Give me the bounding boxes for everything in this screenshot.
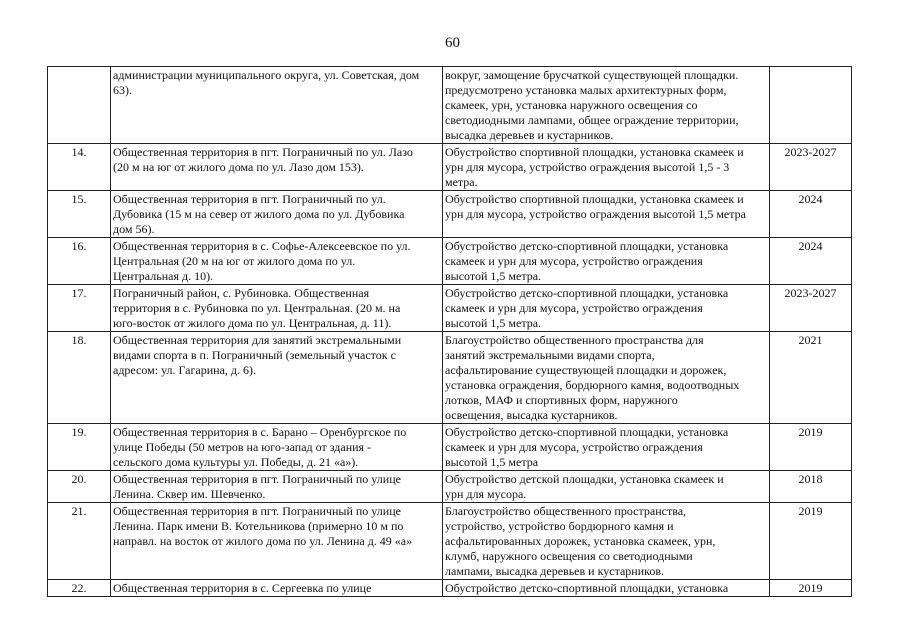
territory-name-cell-line: Центральная (20 м на юг от жилого дома по ул.	[113, 254, 356, 268]
works-description-cell-line: Обустройство детско-спортивной площадки, установка	[445, 425, 729, 439]
territory-name-cell-line: Общественная территория в пгт. Пограничный по улице	[113, 504, 401, 518]
works-description-cell-line: высотой 1,5 метра.	[445, 269, 542, 283]
works-description-cell-line: светодиодными лампами, общее ограждение территории,	[445, 113, 739, 127]
territory-name-cell-line: Общественная территория для занятий экстремальными	[113, 333, 402, 347]
period-cell: 2019	[770, 424, 852, 471]
works-description-cell	[443, 285, 770, 332]
territory-name-cell-line: территория в с. Рубиновка по ул. Центральная. (20 м. на	[113, 301, 401, 315]
territory-name-cell	[111, 503, 443, 580]
works-description-cell-line: вокруг, замощение брусчаткой существующей площадки.	[445, 68, 739, 82]
table-row	[48, 191, 852, 238]
territory-name-cell-line: Общественная территория в с. Сергеевка по улице	[113, 581, 372, 595]
works-description-cell-line: скамеек и урн для мусора, устройство ограждения	[445, 301, 703, 315]
row-number-cell: 16.	[48, 238, 111, 285]
territory-name-cell-line: (20 м на юг от жилого дома по ул. Лазо дом 153).	[113, 160, 364, 174]
row-number-cell: 17.	[48, 285, 111, 332]
works-description-cell-line: урн для мусора, устройство ограждения высотой 1,5 метра	[445, 207, 746, 221]
works-description-cell-line: Обустройство детско-спортивной площадки, установка	[445, 581, 729, 595]
period-cell: 2024	[770, 238, 852, 285]
territory-name-cell-line: направл. на восток от жилого дома по ул. Ленина д. 49 «а»	[113, 534, 413, 548]
row-number-cell: 15.	[48, 191, 111, 238]
territory-name-cell	[111, 285, 443, 332]
works-description-cell-line: Благоустройство общественного пространства,	[445, 504, 687, 518]
works-description-cell-line: освещения, высадка кустарников.	[445, 408, 618, 422]
works-description-cell	[443, 144, 770, 191]
territory-name-cell	[111, 424, 443, 471]
works-description-cell-line: скамеек и урн для мусора, устройство ограждения	[445, 254, 703, 268]
table-row	[48, 424, 852, 471]
works-description-cell-line: занятий экстремальными видами спорта,	[445, 348, 655, 362]
works-description-cell-line: предусмотрено установка малых архитектурных форм,	[445, 83, 727, 97]
territory-name-cell-line: Пограничный район, с. Рубиновка. Общественная	[113, 286, 370, 300]
table-row	[48, 580, 852, 597]
table-row	[48, 471, 852, 503]
works-description-cell-line: высотой 1,5 метра	[445, 455, 539, 469]
table-row	[48, 67, 852, 144]
row-number-cell	[48, 67, 111, 144]
works-description-cell-line: клумб, наружного освещения со светодиодными	[445, 549, 693, 563]
works-description-cell-line: Благоустройство общественного пространства для	[445, 333, 704, 347]
table-row	[48, 285, 852, 332]
works-description-cell-line: скамеек, урн, установка наружного освещения со	[445, 98, 698, 112]
works-description-cell-line: высадка деревьев и кустарников.	[445, 128, 614, 142]
territory-name-cell-line: Общественная территория в с. Барано – Оренбургское по	[113, 425, 407, 439]
row-number-cell: 14.	[48, 144, 111, 191]
territory-name-cell	[111, 191, 443, 238]
works-description-cell	[443, 580, 770, 597]
territory-name-cell-line: 63).	[113, 83, 132, 97]
works-description-cell-line: лампами, высадка деревьев и кустарников.	[445, 564, 665, 578]
territory-name-cell-line: Дубовика (15 м на север от жилого дома по ул. Дубовика	[113, 207, 405, 221]
works-description-cell-line: скамеек и урн для мусора, устройство ограждения	[445, 440, 703, 454]
works-description-cell-line: Обустройство спортивной площадки, установка скамеек и	[445, 145, 744, 159]
territory-name-cell-line: Общественная территория в пгт. Пограничный по ул.	[113, 192, 386, 206]
territory-name-cell-line: адресом: ул. Гагарина, д. 6).	[113, 363, 257, 377]
improvement-table	[47, 66, 852, 597]
period-cell: 2021	[770, 332, 852, 424]
table-row	[48, 144, 852, 191]
works-description-cell-line: устройство, устройство бордюрного камня и	[445, 519, 674, 533]
works-description-cell	[443, 471, 770, 503]
territory-name-cell-line: Общественная территория в пгт. Пограничный по улице	[113, 472, 401, 486]
territory-name-cell-line: сельского дома культуры ул. Победы, д. 21 «а»).	[113, 455, 359, 469]
row-number-cell: 20.	[48, 471, 111, 503]
period-cell: 2019	[770, 580, 852, 597]
works-description-cell-line: лотков, МАФ и спортивных форм, наружного	[445, 393, 678, 407]
territory-name-cell	[111, 471, 443, 503]
territory-name-cell	[111, 144, 443, 191]
territory-name-cell	[111, 67, 443, 144]
works-description-cell	[443, 67, 770, 144]
territory-name-cell-line: юго-восток от жилого дома по ул. Центральная, д. 11).	[113, 316, 392, 330]
works-description-cell	[443, 332, 770, 424]
period-cell: 2023-2027	[770, 144, 852, 191]
table-row	[48, 332, 852, 424]
works-description-cell	[443, 191, 770, 238]
table-body	[48, 67, 852, 597]
works-description-cell-line: установка ограждения, бордюрного камня, водоотводных	[445, 378, 740, 392]
territory-name-cell-line: улице Победы (50 метров на юго-запад от здания -	[113, 440, 372, 454]
territory-name-cell-line: дом 56).	[113, 222, 155, 236]
works-description-cell-line: Обустройство детско-спортивной площадки, установка	[445, 239, 729, 253]
row-number-cell: 21.	[48, 503, 111, 580]
row-number-cell: 22.	[48, 580, 111, 597]
works-description-cell-line: высотой 1,5 метра.	[445, 316, 542, 330]
territory-name-cell-line: Ленина. Сквер им. Шевченко.	[113, 487, 266, 501]
works-description-cell-line: асфальтирование существующей площадки и дорожек,	[445, 363, 727, 377]
territory-name-cell-line: Общественная территория в пгт. Пограничный по ул. Лазо	[113, 145, 413, 159]
works-description-cell-line: урн для мусора, устройство ограждения высотой 1,5 - 3	[445, 160, 730, 174]
territory-name-cell-line: Общественная территория в с. Софье-Алексеевское по ул.	[113, 239, 411, 253]
period-cell	[770, 67, 852, 144]
territory-name-cell-line: Центральная д. 10).	[113, 269, 214, 283]
territory-name-cell	[111, 332, 443, 424]
row-number-cell: 18.	[48, 332, 111, 424]
works-description-cell-line: Обустройство спортивной площадки, установка скамеек и	[445, 192, 744, 206]
territory-name-cell-line: видами спорта в п. Пограничный (земельный участок с	[113, 348, 396, 362]
works-description-cell-line: Обустройство детско-спортивной площадки, установка	[445, 286, 729, 300]
period-cell: 2018	[770, 471, 852, 503]
row-number-cell: 19.	[48, 424, 111, 471]
territory-name-cell	[111, 580, 443, 597]
territory-name-cell-line: Ленина. Парк имени В. Котельникова (примерно 10 м по	[113, 519, 404, 533]
territory-name-cell	[111, 238, 443, 285]
period-cell: 2023-2027	[770, 285, 852, 332]
works-description-cell-line: асфальтированных дорожек, установка скамеек, урн,	[445, 534, 716, 548]
territory-name-cell-line: администрации муниципального округа, ул. Советская, дом	[113, 68, 420, 82]
table-row	[48, 503, 852, 580]
works-description-cell-line: метра.	[445, 175, 478, 189]
works-description-cell-line: Обустройство детской площадки, установка скамеек и	[445, 472, 724, 486]
works-description-cell	[443, 424, 770, 471]
works-description-cell	[443, 238, 770, 285]
works-description-cell	[443, 503, 770, 580]
period-cell: 2019	[770, 503, 852, 580]
period-cell: 2024	[770, 191, 852, 238]
page-number: 60	[445, 35, 460, 51]
table-row	[48, 238, 852, 285]
works-description-cell-line: урн для мусора.	[445, 487, 527, 501]
